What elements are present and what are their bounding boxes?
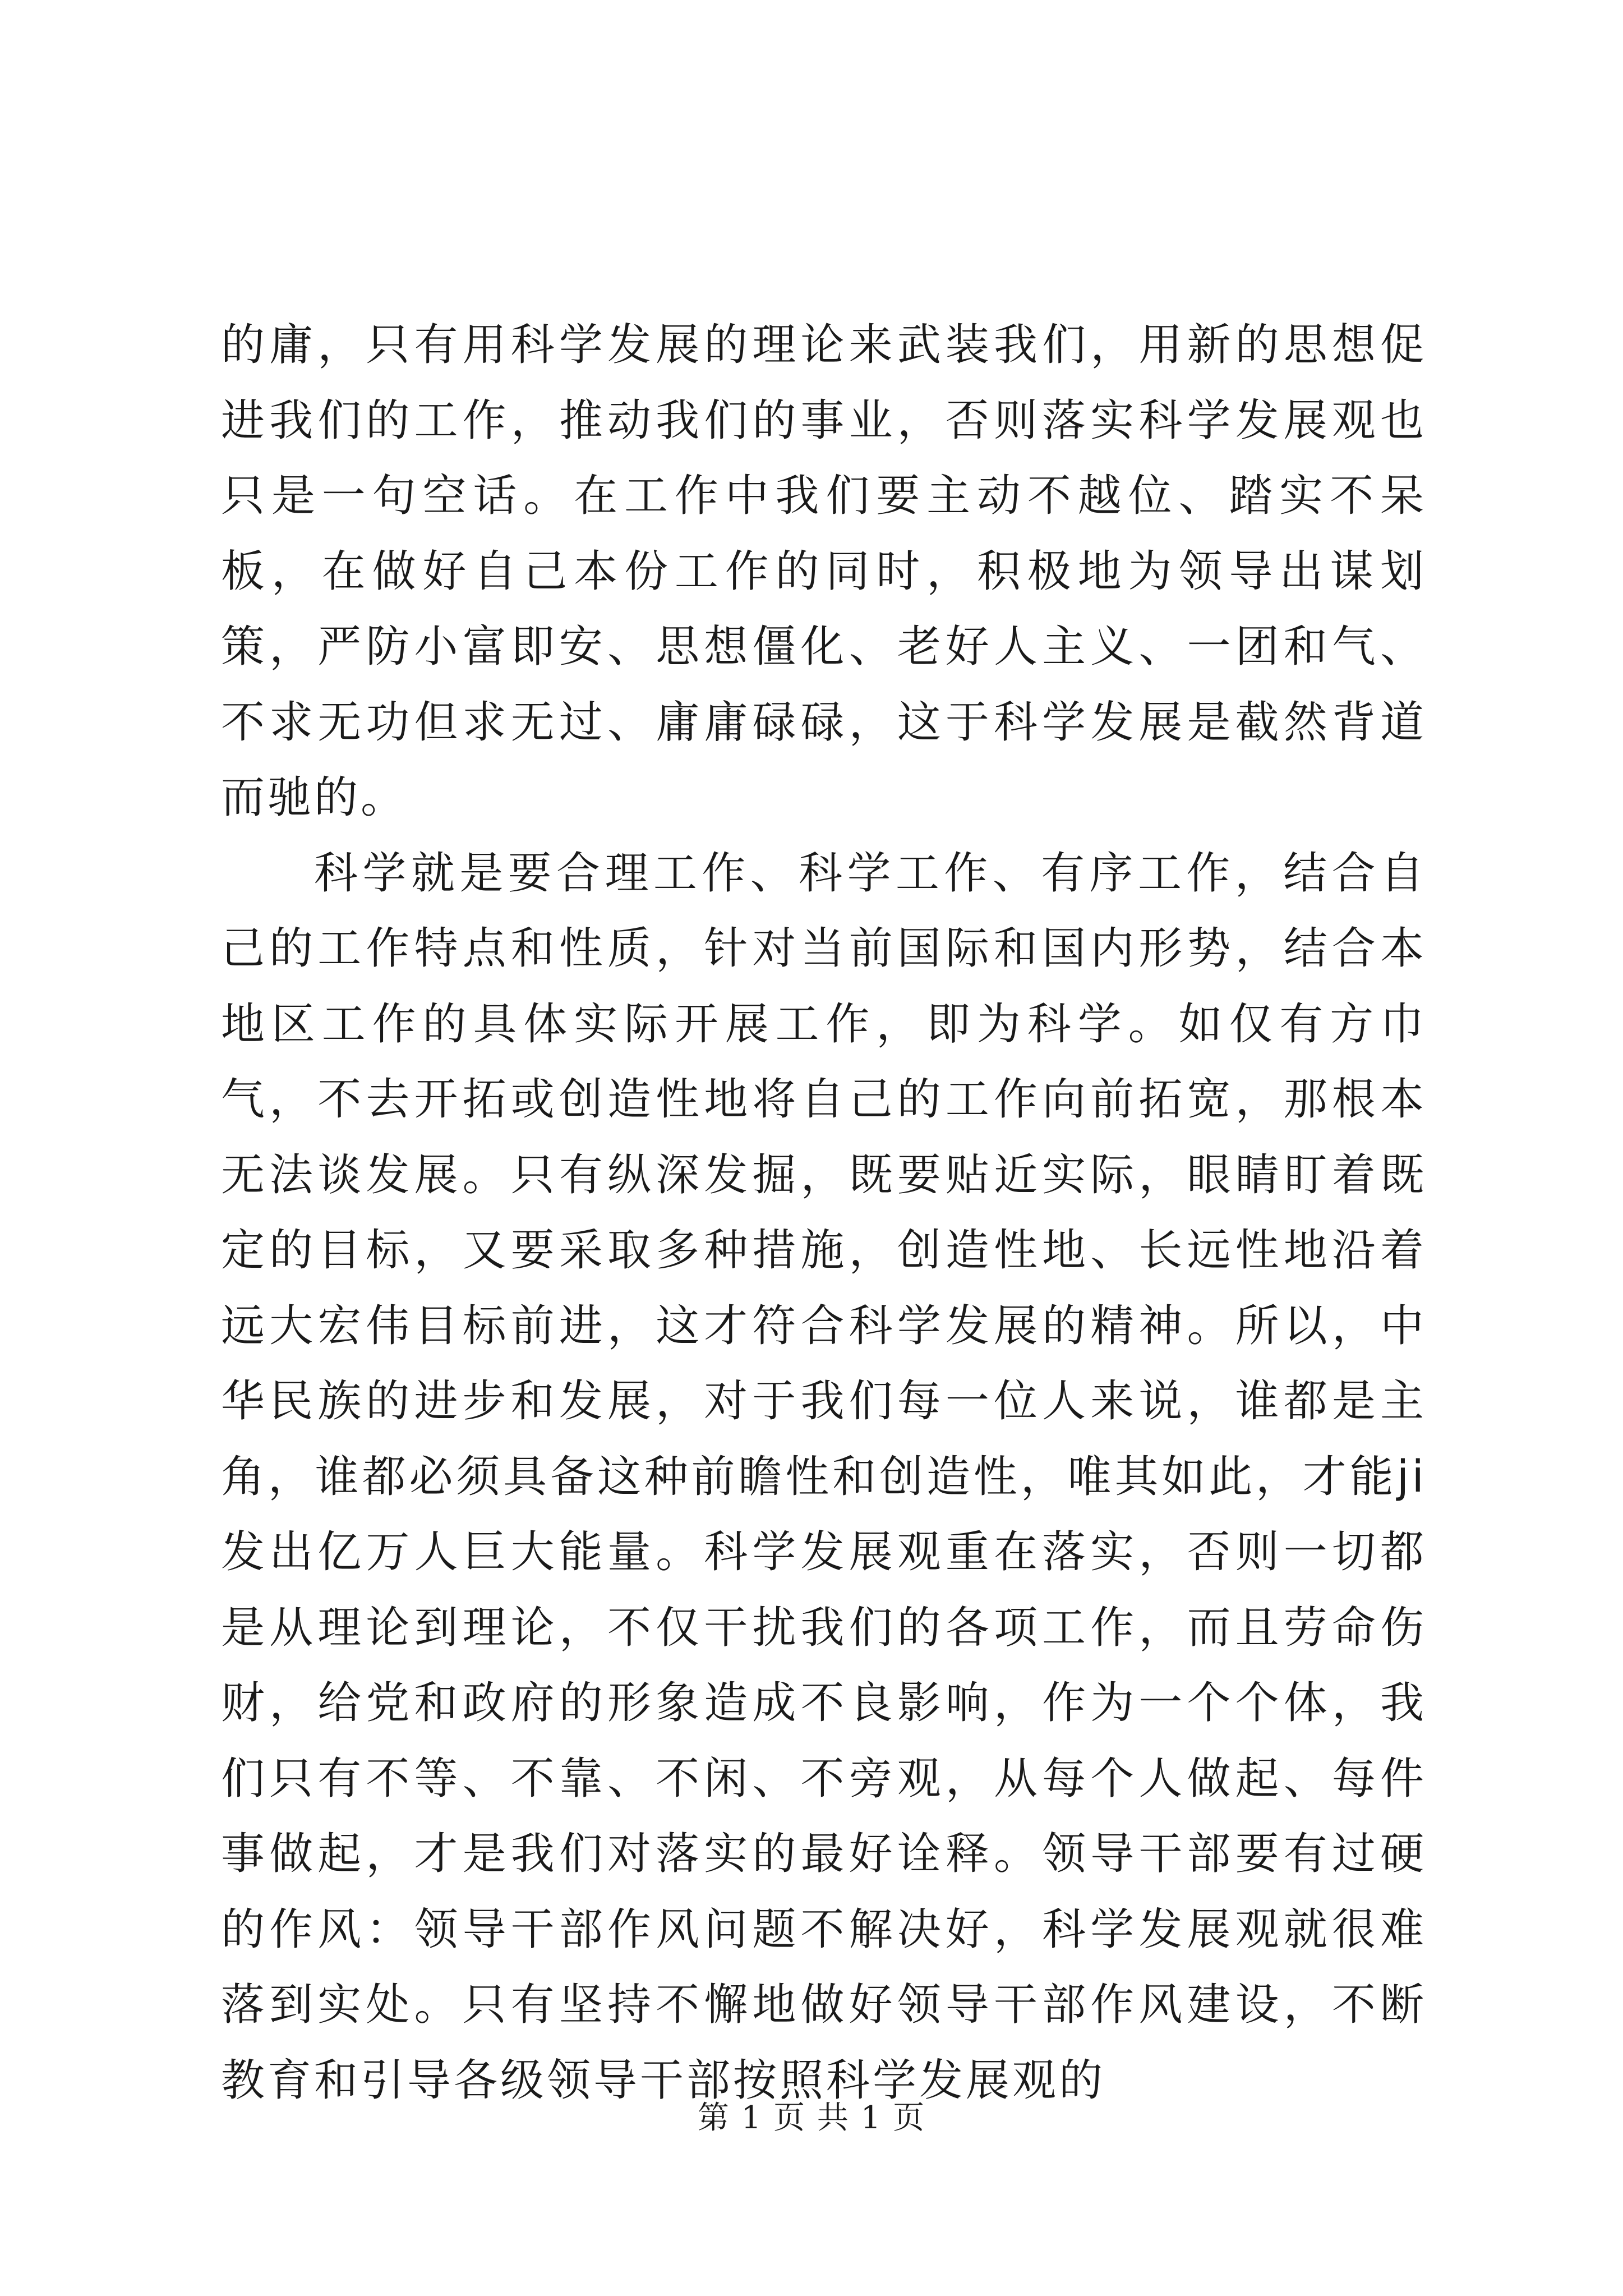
page-footer: 第 1 页 共 1 页 — [697, 2100, 926, 2136]
paragraph-2: 科学就是要合理工作、科学工作、有序工作，结合自己的工作特点和性质，针对当前国际和国内形势，结合本地区工作的具体实际开展工作，即为科学。如仅有方巾气，不去开拓或创造性地将自己的工作向前拓宽，那根本无法谈发展。只有纵深发掘，既要贴近实际，眼睛盯着既定的目标，又要采取多种措施，创造性地、长远性地沿着远大宏伟目标前进，这才符合科学发展的精神。所以，中华民族的进步和发展，对于我们每一位人来说，谁都是主角，谁都必须具备这种前瞻性和创造性，唯其如此，才能ji 发出亿万人巨大能量。科学发展观重在落实，否则一切都是从理论到理论，不仅干扰我们的各项工作，而且劳命伤财，给党和政府的形象造成不良影响，作为一个个体，我们只有不等、不靠、不闲、不旁观，从每个人做起、每件事做起，才是我们对落实的最好诠释。领导干部要有过硬的作风：领导干部作风问题不解决好，科学发展观就很难落到实处。只有坚持不懈地做好领导干部作风建设，不断教育和引导各级领导干部按照科学发展观的 — [221, 848, 1427, 2106]
paragraph-1: 的庸，只有用科学发展的理论来武装我们，用新的思想促进我们的工作，推动我们的事业，否则落实科学发展观也只是一句空话。在工作中我们要主动不越位、踏实不呆板，在做好自己本份工作的同时，积极地为领导出谋划策，严防小富即安、思想僵化、老好人主义、一团和气、不求无功但求无过、庸庸碌碌，这于科学发展是截然背道而驰的。 — [221, 320, 1427, 823]
document-body — [221, 307, 1427, 2118]
